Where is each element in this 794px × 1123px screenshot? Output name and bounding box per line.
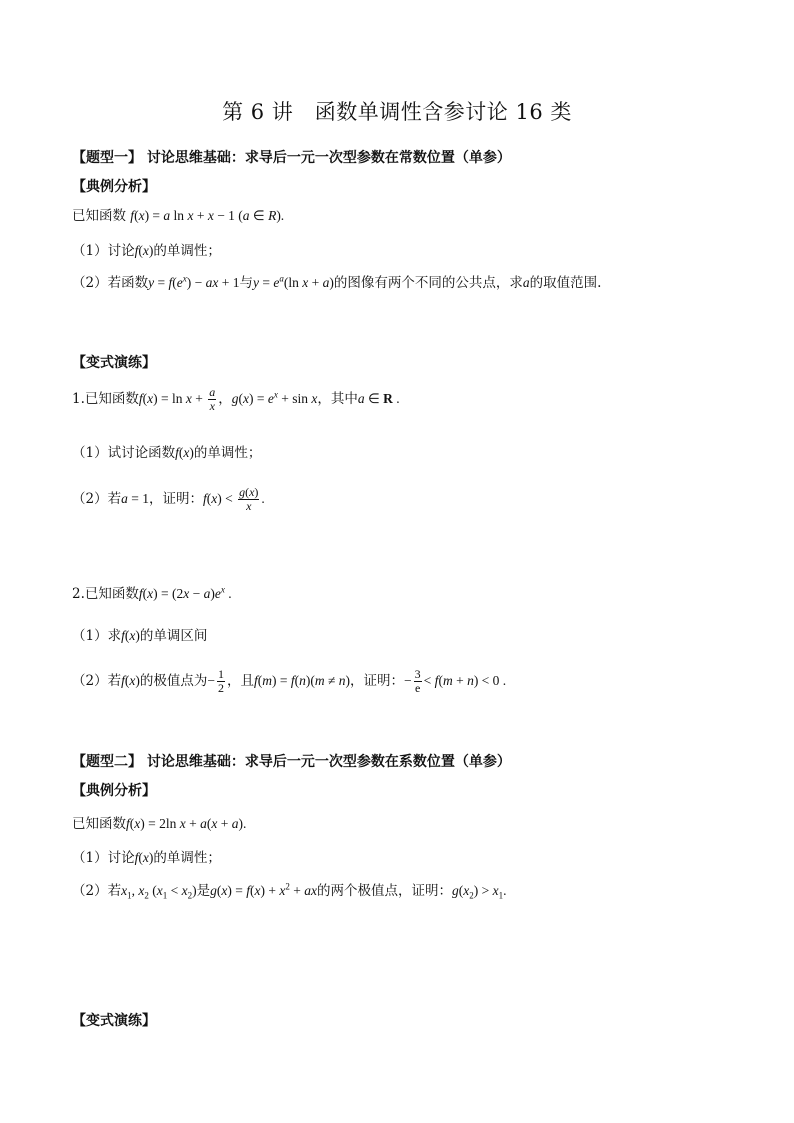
section1-problem: 已知函数 f(x) = a ln x + x − 1 (a ∈ R). xyxy=(72,208,285,224)
section1-question-2: （2）若函数$y = f(e^x)$ − ax + 1与$y = e^a(\ln$ x + a)的图像有两个不同的公共点，求a的取值范围. xyxy=(72,273,602,291)
section2-problem: 已知函数f(x) = 2ln x + a(x + a). xyxy=(72,816,247,832)
exercise-1-intro: 1.已知函数f(x) = ln x + $\frac{a}{x}$ ，$g(x) = e^x + \sin x$，其中a ∈ R . xyxy=(72,385,400,413)
section1-question-1: （1）讨论f(x)的单调性； xyxy=(72,243,221,259)
exercise-1-question-1: （1）试讨论函数f(x)的单调性； xyxy=(72,445,262,461)
section2-question-2: （2）若$x_1$, $x_2$ $(x_1 < x_2)$是$g(x) = f(x) + x^2$ + ax的两个极值点，证明：$g(x_2) > x_1$. xyxy=(72,881,507,901)
section1-heading: 【题型一】 讨论思维基础：求导后一元一次型参数在常数位置（单参） xyxy=(72,150,511,166)
section1-example-label: 【典例分析】 xyxy=(72,179,156,195)
section2-practice-label: 【变式演练】 xyxy=(72,1013,156,1029)
section1-practice-label: 【变式演练】 xyxy=(72,355,156,371)
section2-example-label: 【典例分析】 xyxy=(72,783,156,799)
section2-question-1: （1）讨论f(x)的单调性； xyxy=(72,850,221,866)
page-title: 第 6 讲 函数单调性含参讨论 16 类 xyxy=(222,100,572,124)
exercise-2-intro: 2.已知函数$f(x) = (2x - a)e^x$ . xyxy=(72,584,232,602)
section2-heading: 【题型二】 讨论思维基础：求导后一元一次型参数在系数位置（单参） xyxy=(72,754,511,770)
exercise-2-question-2: （2）若f(x)的极值点为− $\frac{1}{2}$ ，且f(m) = f(n)(m ≠ n)，证明：− $\frac{3}{e}$ < f(m + n) < 0 . xyxy=(72,667,507,695)
exercise-2-question-1: （1）求f(x)的单调区间 xyxy=(72,628,208,644)
exercise-1-question-2: （2）若a = 1，证明：f(x) < $\frac{g(x)}{x}$ . xyxy=(72,485,265,513)
